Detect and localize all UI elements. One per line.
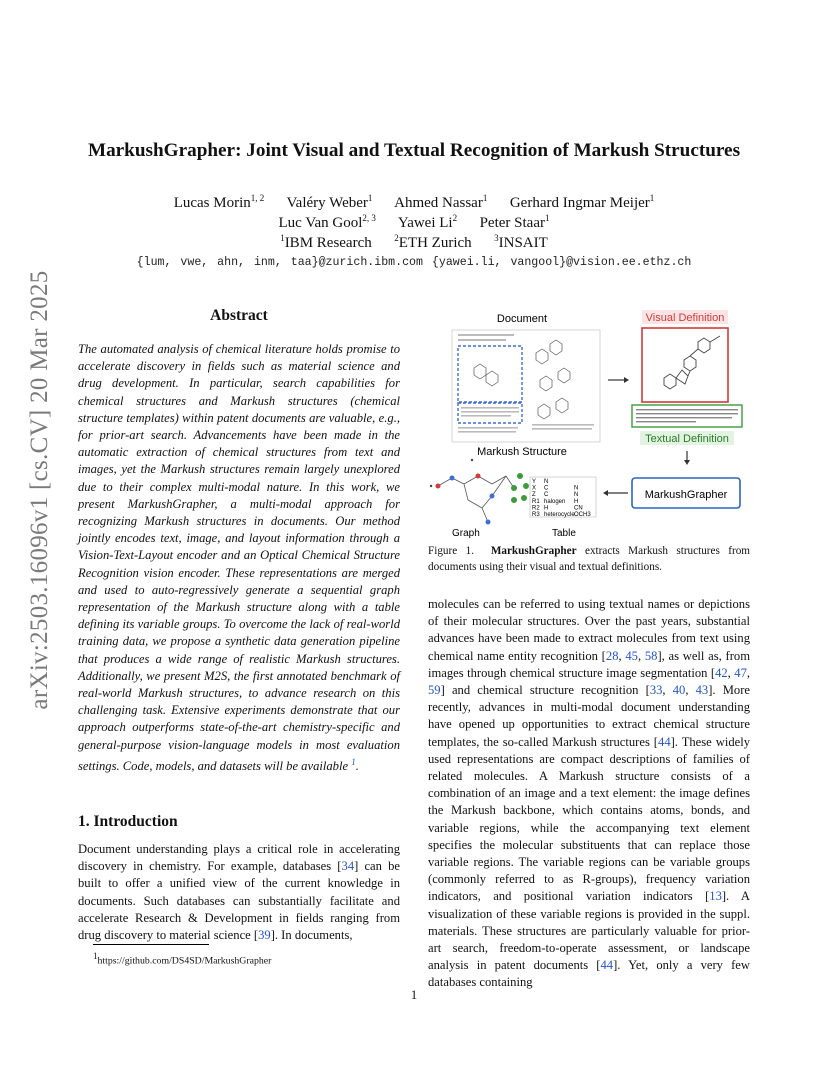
text: , xyxy=(746,665,751,680)
text: ]. Yet, only a very few databases containing xyxy=(428,958,750,990)
author-name: Lucas Morin xyxy=(173,195,251,211)
author-line-1 xyxy=(64,193,764,212)
table-cell: C xyxy=(544,485,549,492)
author-affil: 1 xyxy=(649,193,655,203)
affil-name: INSAIT xyxy=(498,235,548,251)
graph-label-glyphs xyxy=(430,459,473,487)
abstract-text: The automated analysis of chemical literature holds promise to accelerate discovery in fields such as material science and drug development. In particular, search capabilities for chemical structures and Markush structures (chemical structure templates) within patent documents are valuable, e.g., for prior-art search. Advancements have been made in the automatic extraction of chemical structures from text and images, yet the Markush structures remain largely unexplored due to their complex multi-modal nature. In this work, we present MarkushGrapher, a multi-modal approach for recognizing Markush structures in documents. Our method jointly encodes text, image, and layout information through a Vision-Text-Layout encoder and an Optical Chemical Structure Recognition vision encoder. These representations are merged and used to auto-regressively generate a sequential graph representation of the Markush structure along with a table defining its variable groups. To overcome the lack of real-world training data, we propose a synthetic data generation pipeline that produces a wide range of realistic Markush structures. Additionally, we present M2S, the first annotated benchmark of real-world Markush structures, to advance research on this challenging task. Extensive experiments demonstrate that our approach outperforms state-of-the-art chemistry-specific and general-purpose vision-language models in most evaluation settings. Code, models, and datasets will be available $^1$. xyxy=(78,342,400,774)
table-cell: X xyxy=(532,485,537,492)
citation-link[interactable]: 39 xyxy=(258,928,271,943)
table-label: Table xyxy=(552,528,576,539)
arxiv-identifier: arXiv:2503.16096v1 [cs.CV] 20 Mar 2025 xyxy=(26,270,53,710)
author-affil: 2, 3 xyxy=(362,213,376,223)
citation-link[interactable]: 28 xyxy=(605,648,619,663)
text: , xyxy=(685,683,696,698)
caption-bold: MarkushGrapher xyxy=(490,545,577,557)
citation-link[interactable]: 13 xyxy=(709,889,722,904)
textual-definition-box xyxy=(632,405,742,427)
footnote-url[interactable]: https://github.com/DS4SD/MarkushGrapher xyxy=(97,955,272,967)
author-name: Peter Staar xyxy=(479,215,545,231)
author-name: Ahmed Nassar xyxy=(394,195,483,211)
affil-name: ETH Zurich xyxy=(398,235,472,251)
citation-link[interactable]: 58 xyxy=(644,648,658,663)
footnote-ref[interactable]: 1 xyxy=(351,756,356,767)
caption-label: Figure 1. xyxy=(428,545,474,557)
author-name: Yawei Li xyxy=(397,215,453,231)
author-affil: 2 xyxy=(452,213,458,223)
text: , xyxy=(727,665,735,680)
citation-link[interactable]: 40 xyxy=(672,683,686,698)
author-affil: 1 xyxy=(367,193,373,203)
author-emails: {lum, vwe, ahn, inm, taa}@zurich.ibm.com {yawei.li, vangool}@vision.ee.ethz.ch xyxy=(136,256,692,269)
right-column-text xyxy=(428,596,750,992)
author-affil: 1 xyxy=(482,193,488,203)
paper-title: MarkushGrapher: Joint Visual and Textual Recognition of Markush Structures xyxy=(87,140,741,161)
text: , xyxy=(637,648,645,663)
citation-link[interactable]: 59 xyxy=(428,683,441,698)
affil-mark: 1 xyxy=(280,233,285,243)
text: ]. In documents, xyxy=(270,928,353,943)
table-cell: H xyxy=(574,498,579,505)
visual-definition-label: Visual Definition xyxy=(645,312,725,324)
markush-structure-label: Markush Structure xyxy=(477,446,567,458)
text: ]. More recently, advances in multi-modal document understanding have opened up opportunities to extract chemical structure templates, the so-called Markush structures [ xyxy=(428,683,750,749)
page-number: 1 xyxy=(410,988,418,1002)
table-cell: R2 xyxy=(532,505,540,512)
citation-link[interactable]: 42 xyxy=(715,665,728,680)
table-cell: N xyxy=(574,485,579,492)
text: ] and chemical structure recognition [ xyxy=(440,683,650,698)
text: ] can be built to offer a unified view of the current knowledge in documents. Such databases can substantially facilitate and accelerate Research & Development in fields ranging from drug discovery to material science [ xyxy=(78,859,401,943)
table-cell: N xyxy=(544,479,549,485)
intro-text xyxy=(78,841,400,944)
citation-link[interactable]: 45 xyxy=(625,648,638,663)
text: ]. These widely used representations are compact descriptions of families of related molecules. A Markush structure consists of a combination of an image and a text element: the image defines the Markush backbone, which contains atoms, bonds, and variable regions, while the accompanying text element specifies the molecular substituents that can replace those variable regions. The variable regions can be variable groups (commonly referred to as R-groups), frequency variation indicators, and positional variation indicators [ xyxy=(428,734,751,904)
author-line-2 xyxy=(64,213,764,232)
text: ], as well as, from images through chemical structure image segmentation [ xyxy=(428,648,751,680)
table-cell: N xyxy=(574,492,579,499)
citation-link[interactable]: 34 xyxy=(341,859,355,874)
table-cell: R3 xyxy=(532,512,540,518)
footnote xyxy=(93,951,271,966)
graph-label: Graph xyxy=(452,528,480,539)
table-cell: heterocycle xyxy=(544,512,575,518)
abstract-body: The automated analysis of chemical literature holds promise to accelerate discovery in fields such as material science and drug development. In particular, search capabilities for chemical structures and Markush structures (chemical structure templates) within patent documents are valuable, e.g., for prior-art search. Advancements have been made in the automatic extraction of chemical structures from text and images, yet the Markush structures remain largely unexplored due to their complex multi-modal nature. In this work, we present MarkushGrapher, a multi-modal approach for recognizing Markush structures in documents. Our method jointly encodes text, image, and layout information through a Vision-Text-Layout encoder and an Optical Chemical Structure Recognition vision encoder. These representations are merged and used to auto-regressively generate a sequential graph representation of the Markush structure along with a table defining its variable groups. To overcome the lack of real-world training data, we propose a synthetic data generation pipeline that produces a wide range of realistic Markush structures. Additionally, we present M2S, the first annotated benchmark of real-world Markush structures, to advance research on this challenging task. Extensive experiments demonstrate that our approach outperforms state-of-the-art chemistry-specific and general-purpose vision-language models in most evaluation settings. Code, models, and datasets will be available xyxy=(78,342,400,774)
section-heading: 1. Introduction xyxy=(78,813,178,830)
table-cell: Z xyxy=(532,492,536,499)
citation-link[interactable]: 43 xyxy=(695,683,709,698)
document-label: Document xyxy=(496,313,548,325)
author-affil: 1, 2 xyxy=(250,193,265,203)
text: Document understanding plays a critical role in accelerating discovery in chemistry. For example, databases [ xyxy=(78,842,400,874)
citation-link[interactable]: 33 xyxy=(649,683,663,698)
text: molecules can be referred to using textual names or depictions of their molecular structures. Over the past years, substantial advances have been made to extract molecules from text using chemical name entity recognition [ xyxy=(428,597,750,663)
citation-link[interactable]: 44 xyxy=(600,958,614,973)
affil-mark: 2 xyxy=(394,233,399,243)
text: , xyxy=(618,648,626,663)
table-cell: H xyxy=(544,505,549,512)
text: ]. A visualization of these variable regions is provided in the suppl. materials. These structures are particularly valuable for prior-art search, freedom-to-operate assessment, or landscape analysis in patent documents [ xyxy=(428,889,750,973)
citation-link[interactable]: 44 xyxy=(658,734,671,749)
affil-name: IBM Research xyxy=(284,235,372,251)
table-cell: R1 xyxy=(532,498,540,505)
table-cell: C xyxy=(544,492,549,499)
table-cell: OCH3 xyxy=(574,512,591,518)
table-cell: halogen xyxy=(544,498,566,505)
table-cell: CN xyxy=(574,505,583,512)
citation-link[interactable]: 47 xyxy=(734,665,747,680)
textual-definition-label: Textual Definition xyxy=(645,433,729,445)
footnote-mark: 1 xyxy=(93,951,98,961)
affil-mark: 3 xyxy=(494,233,499,243)
figure-1 xyxy=(428,308,758,540)
author-name: Luc Van Gool xyxy=(278,215,363,231)
table-cell: Y xyxy=(532,479,537,485)
affiliations xyxy=(64,233,764,252)
figure-caption xyxy=(428,544,750,575)
variable-table xyxy=(530,477,596,518)
abstract-heading: Abstract xyxy=(210,307,268,324)
author-name: Valéry Weber xyxy=(286,195,368,211)
author-name: Gerhard Ingmar Meijer xyxy=(509,195,650,211)
text: , xyxy=(662,683,673,698)
caption-text: extracts Markush structures from documents using their visual and textual definitions. xyxy=(428,545,750,573)
author-affil: 1 xyxy=(544,213,550,223)
model-label: MarkushGrapher xyxy=(644,489,728,501)
footnote-rule xyxy=(93,944,209,945)
